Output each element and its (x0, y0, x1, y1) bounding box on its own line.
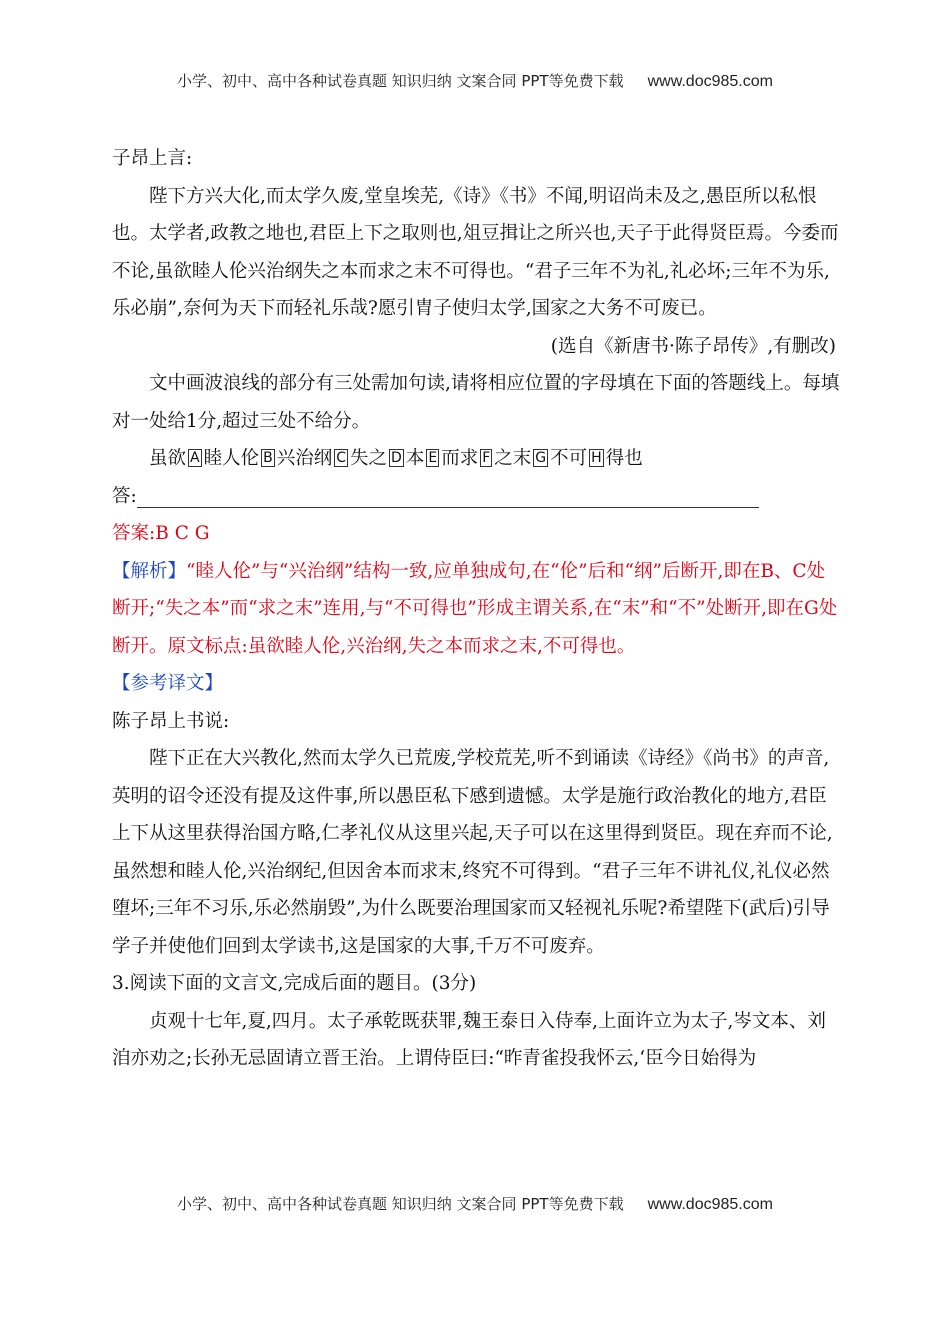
translation-intro: 陈子昂上书说: (112, 710, 230, 732)
letter-box-a: A (190, 450, 200, 466)
document-body (112, 140, 842, 1078)
analysis-text: “睦人伦”与“兴治纲”结构一致,应单独成句,在“伦”后和“纲”后断开,即在B、C处断开;“失之本”而“求之末”连用,与“不可得也”形成主谓关系,在“末”和“不”处断开,即在G处断开。原文标点:虽欲睦人伦,兴治纲,失之本而求之末,不可得也。 (112, 560, 838, 657)
answer-text: 答案:B C G (112, 523, 210, 544)
passage-intro: 子昂上言: (112, 148, 193, 169)
analysis (112, 553, 842, 666)
letter-box-e: E (428, 450, 438, 466)
segment: 本 (405, 448, 425, 469)
letter-box-h: H (591, 450, 602, 466)
letter-box-f: F (482, 450, 491, 466)
translation-label: 【参考译文】 (112, 673, 224, 694)
segment: 而求 (441, 448, 479, 469)
segment: 之末 (494, 448, 532, 469)
segment: 失之 (350, 448, 388, 469)
letter-box-c: C (336, 450, 347, 466)
analysis-label: 【解析】 (112, 560, 187, 582)
answer-blank[interactable] (137, 481, 759, 508)
passage-source: (选自《新唐书·陈子昂传》,有删改) (550, 335, 836, 357)
letter-box-d: D (391, 450, 402, 466)
page-footer (0, 1193, 950, 1214)
segment: 不可 (550, 448, 588, 469)
question-text: 文中画波浪线的部分有三处需加句读,请将相应位置的字母填在下面的答题线上。每填对一处给1分,超过三处不给分。 (112, 373, 840, 432)
answer-line (112, 478, 842, 516)
header-text: 小学、初中、高中各种试卷真题 知识归纳 文案合同 PPT等免费下载 (177, 72, 624, 90)
segment: 虽欲 (149, 448, 187, 469)
passage-body: 陛下方兴大化,而太学久废,堂皇埃芜,《诗》《书》不闻,明诏尚未及之,愚臣所以私恨也。太学者,政教之地也,君臣上下之取则也,俎豆揖让之所兴也,天子于此得贤臣焉。今委而不论,虽欲睦人伦兴治纲失之本而求之末不可得也。“君子三年不为礼,礼必坏;三年不为乐,乐必崩”,奈何为天下而轻礼乐哉?愿引胄子使归太学,国家之大务不可废已。 (112, 185, 839, 319)
footer-text: 小学、初中、高中各种试卷真题 知识归纳 文案合同 PPT等免费下载 (177, 1195, 624, 1213)
segment: 得也 (605, 448, 643, 469)
answer-label: 答: (112, 485, 137, 507)
q3-title: 3.阅读下面的文言文,完成后面的题目。(3分) (112, 973, 477, 994)
footer-site[interactable]: www.doc985.com (647, 1196, 773, 1213)
q3-body: 贞观十七年,夏,四月。太子承乾既获罪,魏王泰日入侍奉,上面许立为太子,岑文本、刘洎亦劝之;长孙无忌固请立晋王治。上谓侍臣曰:“昨青雀投我怀云,‘臣今日始得为 (112, 1010, 826, 1069)
segment: 兴治纲 (276, 448, 333, 469)
letter-box-g: G (535, 450, 547, 466)
header-site[interactable]: www.doc985.com (647, 73, 773, 90)
letter-box-b: B (263, 450, 273, 466)
segment: 睦人伦 (203, 448, 260, 469)
punctuation-sentence (112, 440, 842, 478)
translation-body: 陛下正在大兴教化,然而太学久已荒废,学校荒芜,听不到诵读《诗经》《尚书》的声音,英明的诏令还没有提及这件事,所以愚臣私下感到遗憾。太学是施行政治教化的地方,君臣上下从这里获得治国方略,仁孝礼仪从这里兴起,天子可以在这里得到贤臣。现在弃而不论,虽然想和睦人伦,兴治纲纪,但因舍本而求末,终究不可得到。“君子三年不讲礼仪,礼仪必然堕坏;三年不习乐,乐必然崩毁”,为什么既要治理国家而又轻视礼乐呢?希望陛下(武后)引导学子并使他们回到太学读书,这是国家的大事,千万不可废弃。 (112, 748, 833, 957)
page-header (0, 70, 950, 91)
